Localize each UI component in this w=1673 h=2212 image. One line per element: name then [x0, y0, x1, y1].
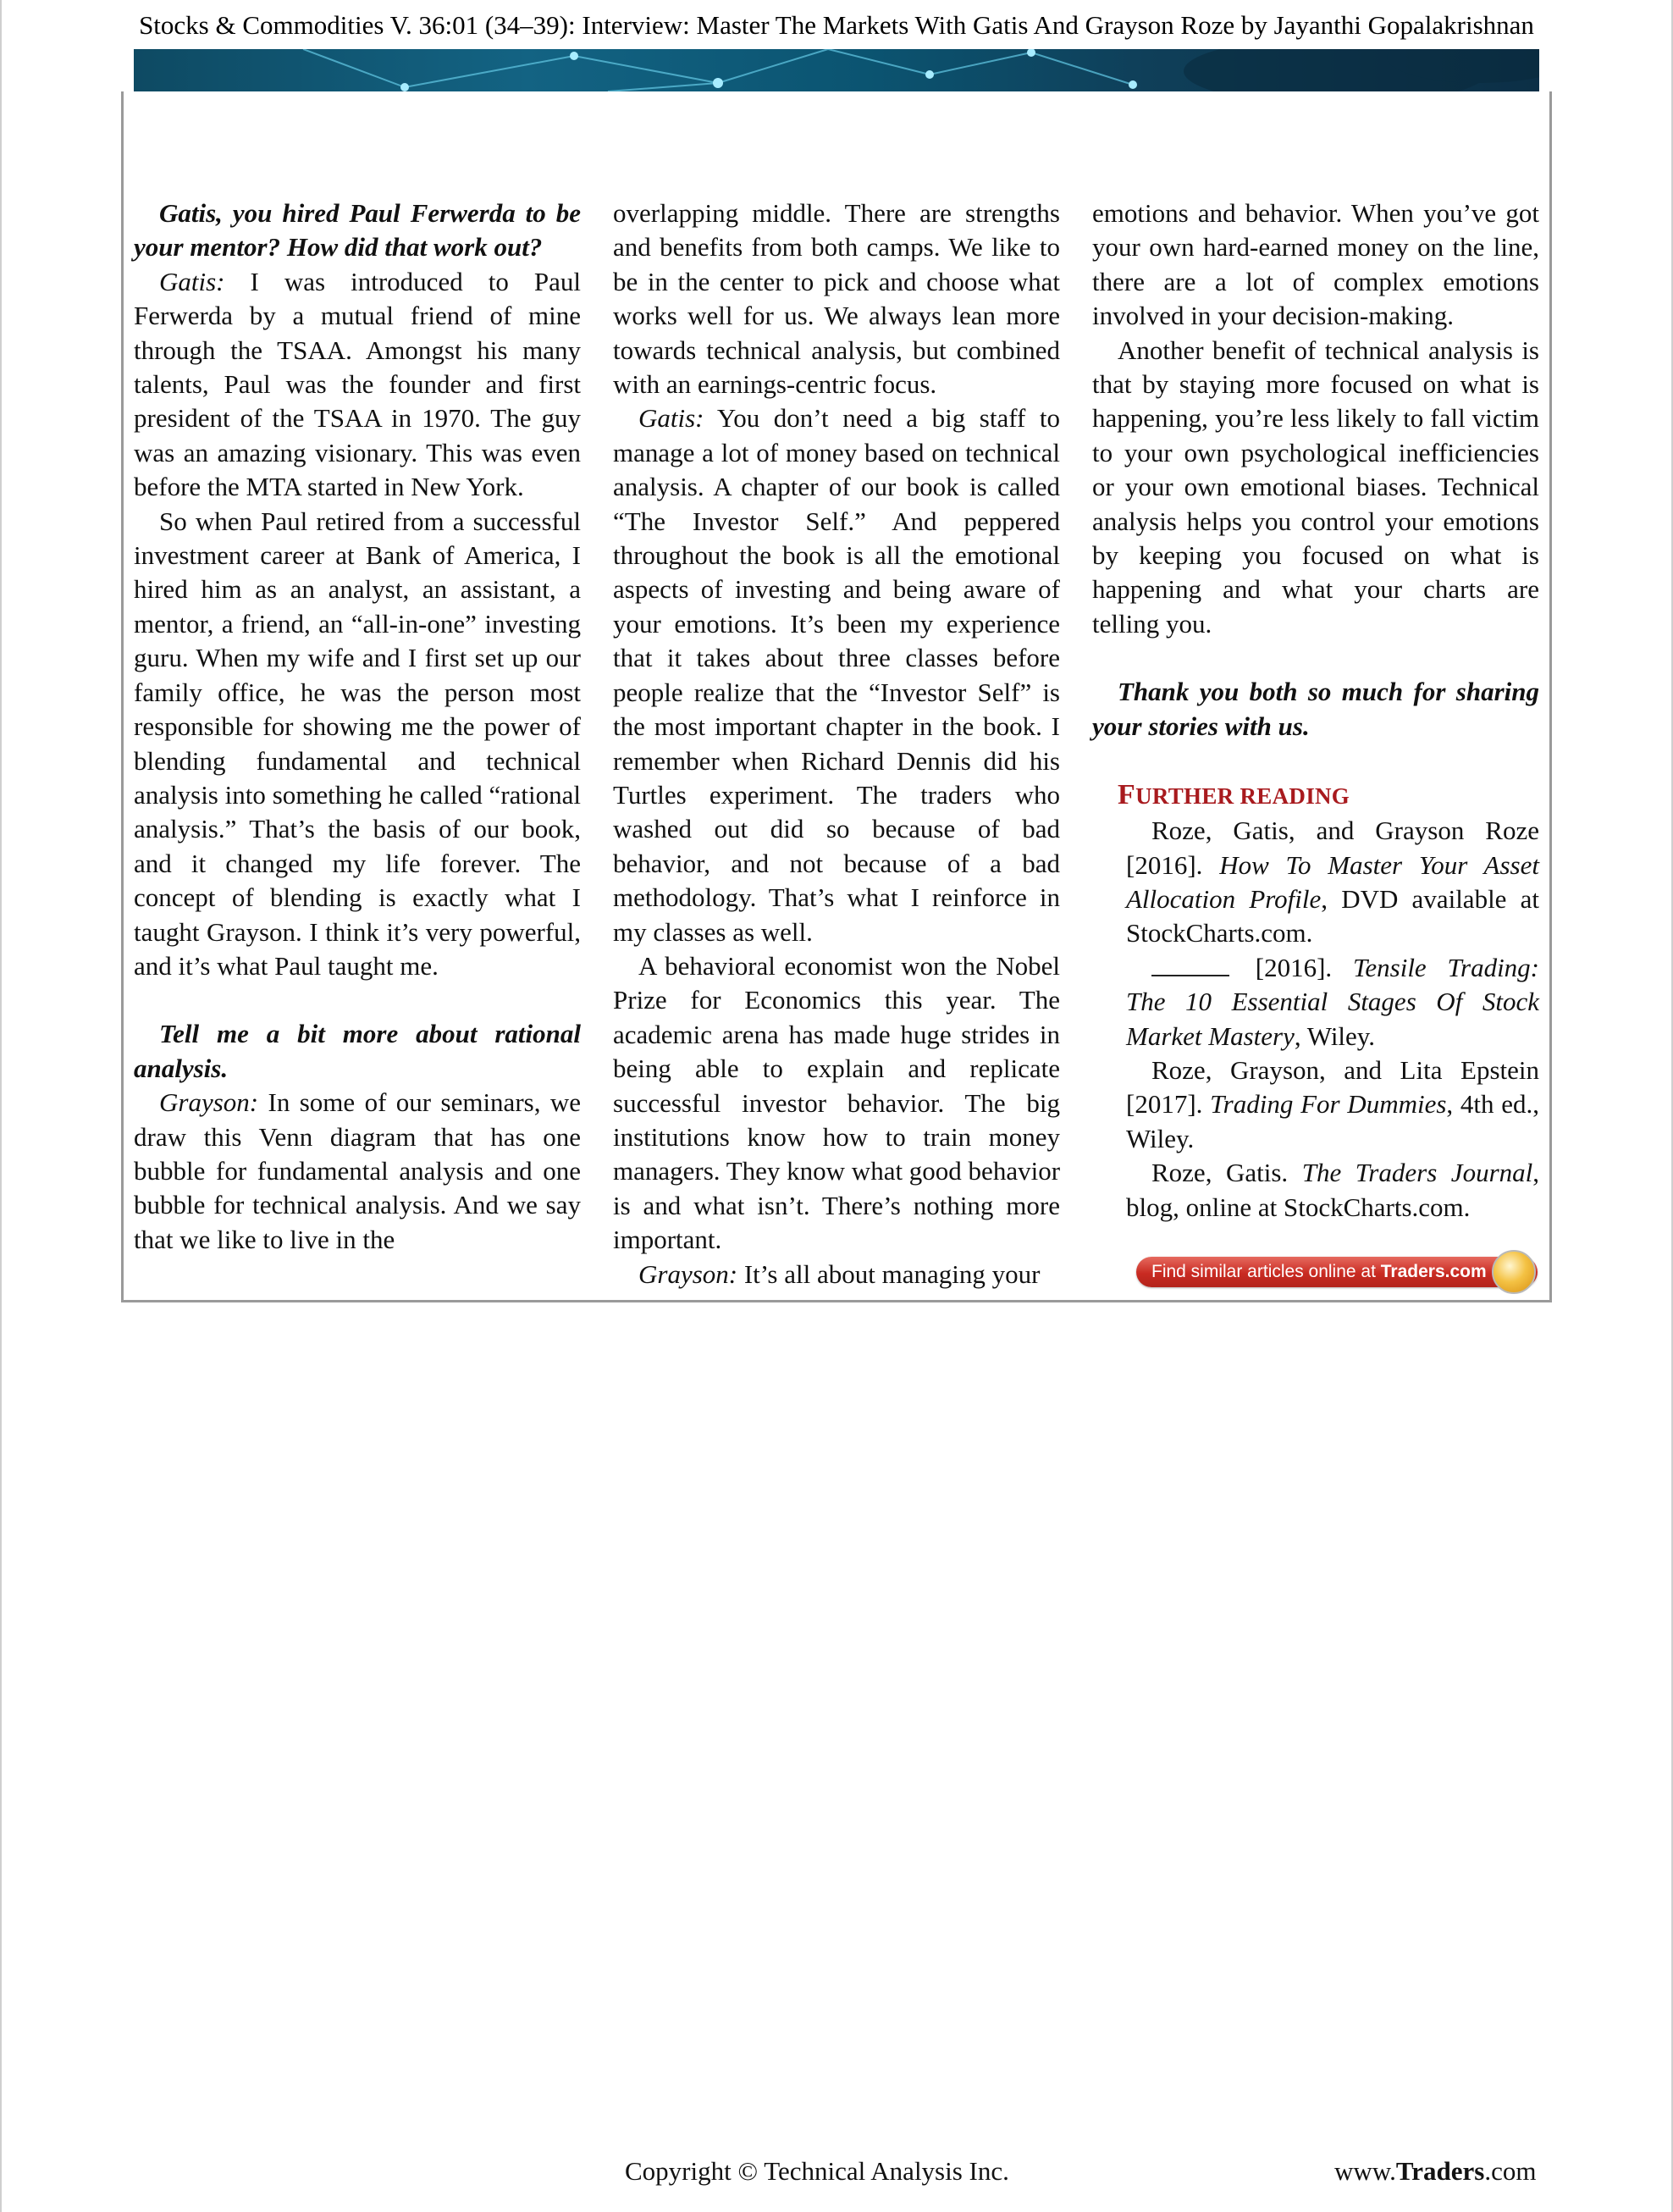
url-suffix: .com — [1484, 2156, 1537, 2186]
paragraph-text: In some of our seminars, we draw this Venn diagram that has one bubble for fundamental analysis and one bubble for technical analysis. And we say that we like to live in the — [134, 1087, 581, 1254]
network-graphic-icon — [134, 49, 1539, 91]
answer-paragraph: overlapping middle. There are strengths and benefits from both camps. We like to be in the center to pick and choose what works well for us. We always lean more towards technical analysis, but combined with an earnings-centric focus. — [613, 198, 1060, 400]
ref-authors: Roze, Gatis. — [1151, 1158, 1302, 1188]
paragraph-text: I was introduced to Paul Ferwerda by a mutual friend of mine through the TSAA. Amongst his many talents, Paul was the founder and first president of the TSAA in 1970. The guy was an amazing visionary. This was even before the MTA started in New York. — [134, 266, 581, 502]
url-prefix: www. — [1334, 2156, 1396, 2186]
ref-details: , 4th ed., Wiley. — [1126, 1089, 1540, 1153]
pointer-hand-icon — [1492, 1250, 1536, 1294]
running-title: Stocks & Commodities V. 36:01 (34–39): Interview: Master The Markets With Gatis And Grayson Roze by Jayanthi Gopalakrishnan — [139, 10, 1534, 40]
speaker-name: Grayson: — [159, 1087, 259, 1118]
interview-question: Gatis, you hired Paul Ferwerda to be your mentor? How did that work out? — [134, 198, 581, 263]
reference-item — [1092, 814, 1539, 951]
speaker-name: Gatis: — [159, 266, 225, 296]
paragraph-text: You don’t need a big staff to manage a lot of money based on technical analysis. A chapter of our book is called “The Investor Self.” And peppered throughout the book is all the emotional aspects of investing and being aware of your emotions. It’s been my experience that it takes about three classes before people realize that the “Investor Self” is the most important chapter in the book. I remember when Richard Dennis did his Turtles experiment. The traders who washed out did so because of bad behavior, and not because of a bad methodology. That’s what I reinforce in my classes as well. — [613, 403, 1060, 947]
ref-details: , Wiley. — [1294, 1020, 1376, 1051]
answer-paragraph — [613, 401, 1060, 949]
button-label: Find similar articles online at — [1151, 1262, 1381, 1281]
ref-title: Tensile Trading: The 10 Essential Stages Of Stock Market Mastery — [1126, 952, 1540, 1051]
ref-title: Trading For Dummies — [1210, 1089, 1447, 1120]
paragraph-text: It’s all about managing your — [737, 1258, 1041, 1289]
answer-paragraph — [134, 265, 581, 505]
article-column-1 — [134, 196, 581, 1257]
heading-rest: URTHER READING — [1135, 783, 1350, 810]
answer-paragraph — [134, 1086, 581, 1257]
article-column-2 — [613, 196, 1060, 1291]
closing-question: Thank you both so much for sharing your stories with us. — [1092, 677, 1539, 741]
find-similar-articles-button[interactable] — [1136, 1257, 1538, 1287]
interview-question: Tell me a bit more about rational analysis. — [134, 1019, 581, 1083]
answer-paragraph: emotions and behavior. When you’ve got your own hard-earned money on the line, there are a lot of complex emotions involved in your decision-making. — [1092, 198, 1539, 331]
url-domain: Traders — [1395, 2156, 1485, 2186]
ref-authors: Roze, Grayson, and Lita Epstein [2017]. — [1126, 1054, 1539, 1120]
ref-title: How To Master Your Asset Allocation Profile — [1126, 849, 1539, 914]
ref-details: , DVD available at StockCharts.com. — [1126, 883, 1539, 948]
speaker-name: Gatis: — [638, 403, 704, 434]
ditto-rule — [1151, 954, 1229, 976]
ref-details: , blog, online at StockCharts.com. — [1126, 1158, 1539, 1222]
further-reading-heading — [1092, 777, 1539, 814]
copyright-notice: Copyright © Technical Analysis Inc. — [625, 2156, 1009, 2186]
reference-item — [1092, 951, 1539, 1053]
heading-initial: F — [1118, 779, 1136, 811]
ref-title: The Traders Journal — [1301, 1158, 1533, 1188]
button-site: Traders.com — [1380, 1262, 1487, 1281]
reference-item — [1092, 1156, 1539, 1225]
ref-year: [2016]. — [1234, 952, 1353, 982]
answer-paragraph: Another benefit of technical analysis is that by staying more focused on what is happening, you’re less likely to fall victim to your own psychological inefficiencies or your own emotional biases. Technical analysis helps you control your emotions by keeping you focused on what is happening and what your charts are telling you. — [1092, 335, 1539, 639]
answer-paragraph: A behavioral economist won the Nobel Prize for Economics this year. The academic arena has made huge strides in being able to explain and replicate successful investor behavior. The big institutions know how to train money managers. They know what good behavior is and what isn’t. There’s nothing more important. — [613, 950, 1061, 1255]
answer-paragraph — [613, 1258, 1060, 1291]
answer-paragraph: So when Paul retired from a successful investment career at Bank of America, I hired him as an analyst, an assistant, a mentor, a friend, an “all-in-one” investing guru. When my wife and I first set up our family office, he was the person most responsible for showing me the power of blending fundamental and technical analysis into something he called “rational analysis.” That’s the basis of our book, and it changed my life forever. The concept of blending is exactly what I taught Grayson. I think it’s very powerful, and it’s what Paul taught me. — [134, 506, 581, 981]
header-banner-image — [134, 49, 1539, 91]
speaker-name: Grayson: — [638, 1258, 738, 1289]
article-column-3 — [1092, 196, 1539, 1225]
ref-authors: Roze, Gatis, and Grayson Roze [2016]. — [1126, 816, 1539, 880]
reference-item — [1092, 1053, 1539, 1156]
site-link[interactable] — [1334, 2156, 1537, 2187]
